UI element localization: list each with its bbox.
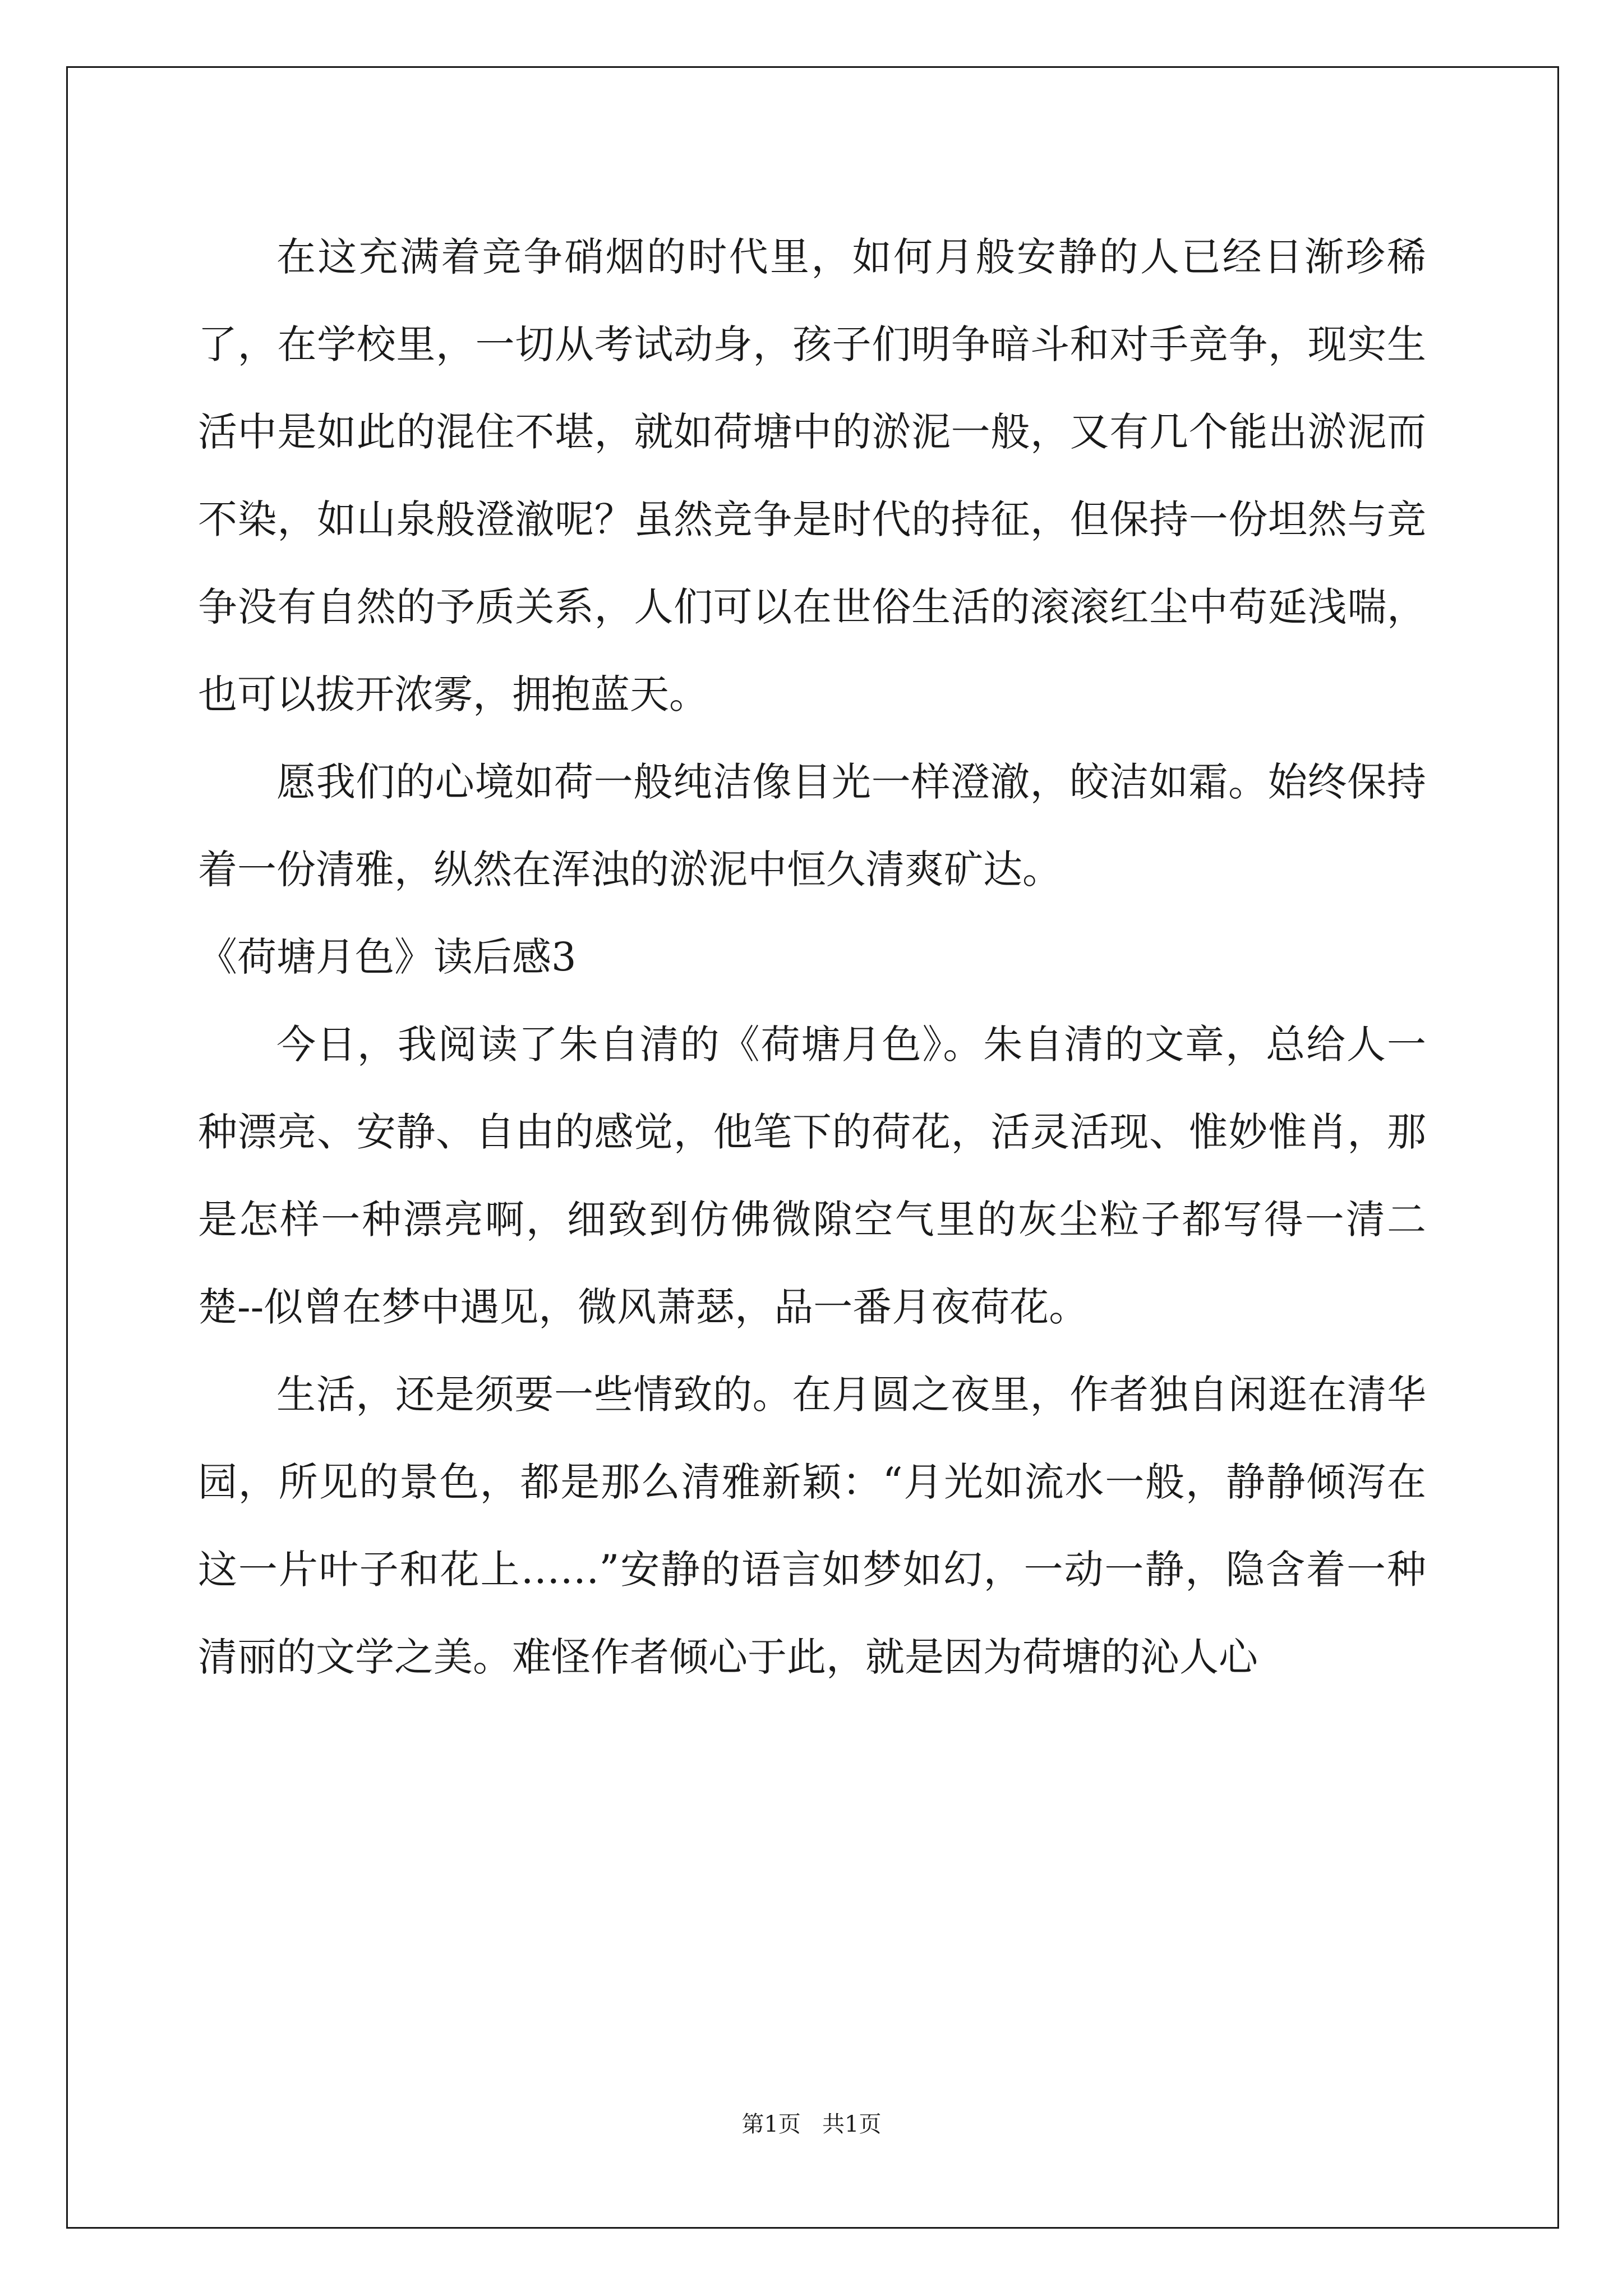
paragraph-reading: 今日，我阅读了朱自清的《荷塘月色》。朱自清的文章，总给人一种漂亮、安静、自由的感觉，他笔下的荷花，活灵活现、惟妙惟肖，那是怎样一种漂亮啊，细致到仿佛微隙空气里的灰尘粒子都写得一清二楚--似曾在梦中遇见，微风萧瑟，品一番月夜荷花。 — [198, 1022, 1426, 1330]
page-footer: 第1页 共1页 — [741, 2111, 882, 2137]
document-body — [198, 213, 1426, 1701]
paragraph-competition: 在这充满着竞争硝烟的时代里，如何月般安静的人已经日渐珍稀了，在学校里，一切从考试动身，孩子们明争暗斗和对手竞争，现实生活中是如此的混住不堪，就如荷塘中的淤泥一般，又有几个能出淤泥而不染，如山泉般澄澈呢？虽然竞争是时代的持征，但保持一份坦然与竞争没有自然的予质关系，人们可以在世俗生活的滚滚红尘中苟延浅喘，也可以拔开浓雾，拥抱蓝天。 — [198, 234, 1426, 717]
section-heading: 《荷塘月色》读后感3 — [198, 934, 577, 980]
paragraph-life: 生活，还是须要一些情致的。在月圆之夜里，作者独自闲逛在清华园，所见的景色，都是那么清雅新颖：“月光如流水一般，静静倾泻在这一片叶子和花上……”安静的语言如梦如幻，一动一静，隐含着一种清丽的文学之美。难怪作者倾心于此，就是因为荷塘的沁人心 — [198, 1372, 1426, 1680]
paragraph-wish: 愿我们的心境如荷一般纯洁像目光一样澄澈，皎洁如霜。始终保持着一份清雅，纵然在浑浊的淤泥中恒久清爽矿达。 — [198, 759, 1426, 892]
